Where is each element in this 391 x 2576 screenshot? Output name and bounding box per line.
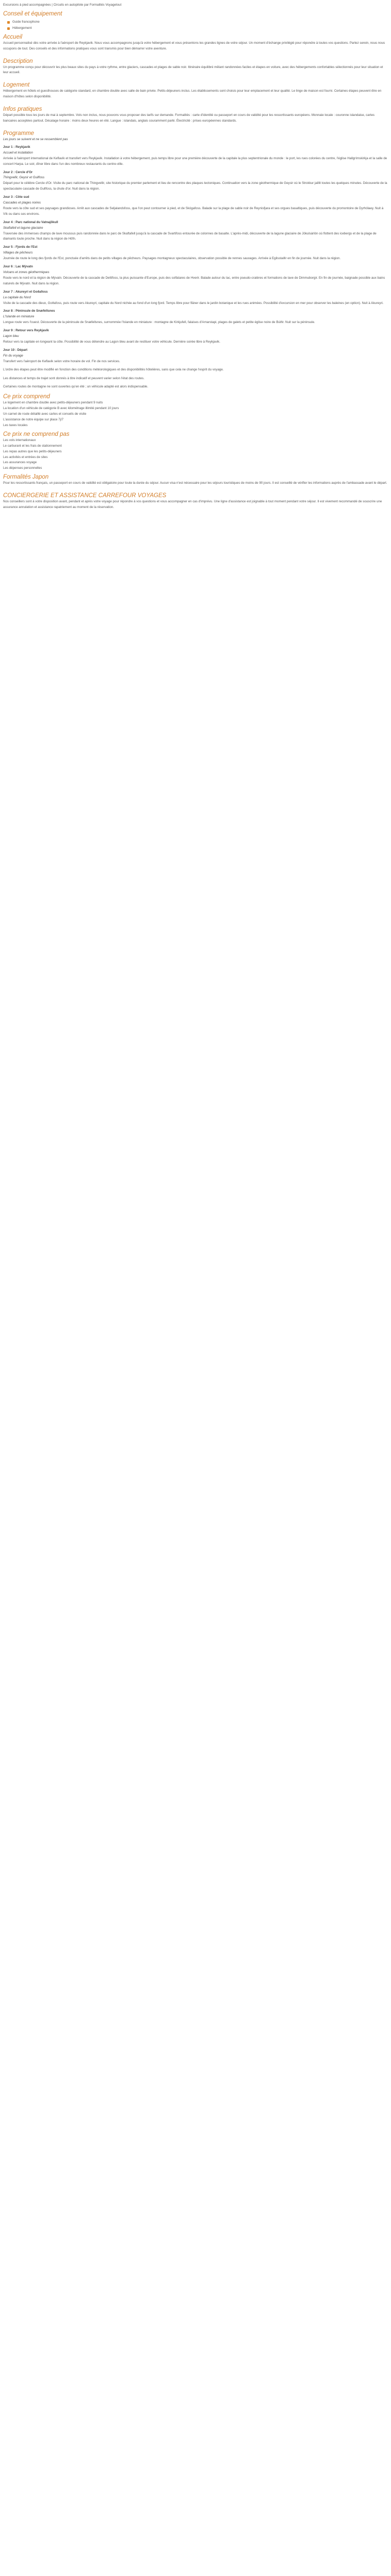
page [0,0,391,511]
exclus-item: Les assurances voyage [3,461,37,465]
day-heading: Jour 3 : Côte sud [3,195,29,199]
day-item [3,145,388,167]
day-item [3,309,388,326]
day-text: Départ pour le célèbre Cercle d'Or. Visite du parc national de Thingvellir, site historique du premier parlement et lieu de rencontre des plaques tectoniques. Continuation vers la zone géothermique de Geysir où le Strokkur jaillit toutes les quelques minutes. Découverte de la spectaculaire cascade de Gullfoss, la chute d'or. Nuit dans la région. [3,181,387,191]
inclus-item: Le logement en chambre double avec petits-déjeuners pendant 9 nuits [3,401,103,405]
day-item [3,170,388,193]
day-subheading: Cascades et plages noires [3,201,41,205]
day-heading: Jour 6 : Lac Mývatn [3,265,33,269]
checkmark-icon [7,21,10,24]
day-subheading: Volcans et zones géothermiques [3,270,50,274]
infos-text: Départ possible tous les jours de mai à septembre. Vols non inclus, nous pouvons vous proposer des tarifs sur demande. Formalités : carte d'identité ou passeport en cours de validité pour les ressortissants européens. Monnaie locale : couronne islandaise, cartes bancaires acceptées partout. Décalage horaire : moins deux heures en été. Langue : islandais, anglais couramment parlé. Électricité : prises européennes standards. [3,113,375,123]
exclus-item: Les vols internationaux [3,438,36,442]
day-subheading: L'Islande en miniature [3,315,35,319]
accueil-title: Accueil [3,33,23,40]
intro-line: Excursions à pied accompagnées | Circuits en autopilote par Formalités Voyagetout [3,3,122,7]
day-text: Journée de route le long des fjords de l'Est, ponctuée d'arrêts dans de petits villages de pêcheurs. Paysages montagneux spectaculaires, observation possible de rennes sauvages. Arrivée à Egilsstaðir en fin de journée. Nuit dans la région. [3,257,341,261]
programme-subtitle: Les jours se suivent et ne se ressemblent pas [3,137,68,141]
day-heading: Jour 5 : Fjords de l'Est [3,245,38,249]
included-title: Conseil et équipement [3,10,62,17]
logement-text: Hébergement en hôtels et guesthouses de catégorie standard, en chambre double avec salle de bain privée. Petits-déjeuners inclus. Les établissements sont choisis pour leur emplacement et leur qualité. Le linge de maison est fourni. Certaines étapes peuvent être en maison d'hôtes selon disponibilité. [3,89,382,99]
day-subheading: Skaftafell et lagune glaciaire [3,226,43,230]
exclus-item: Le carburant et les frais de stationnement [3,444,62,448]
inclus-item: L'assistance de notre équipe sur place 7j/7 [3,418,64,422]
day-item [3,290,388,307]
day-heading: Jour 9 : Retour vers Reykjavik [3,329,49,333]
day-item [3,264,388,287]
description-text: Un programme conçu pour découvrir les plus beaux sites du pays à votre rythme, entre glaciers, cascades et plages de sable noir. Itinéraire équilibré mêlant randonnées faciles et étapes en voiture, avec des hébergements confortables sélectionnés pour leur situation et leur accueil. [3,65,383,75]
exclus-title: Ce prix ne comprend pas [3,431,70,437]
exclus-item: Les repas autres que les petits-déjeuners [3,449,62,453]
logement-title: Logement [3,82,30,89]
formalites-text: Pour les ressortissants français, un passeport en cours de validité est obligatoire pour toute la durée du séjour. Aucun visa n'est nécessaire pour les séjours touristiques de moins de 90 jours. Il est conseillé de vérifier les informations auprès de l'ambassade avant le départ. [3,481,387,485]
note: L'ordre des étapes peut être modifié en fonction des conditions météorologiques et des disponibilités hôtelières, sans que cela ne change l'esprit du voyage. [3,367,224,371]
programme-days [3,145,388,365]
day-text: Longue route vers l'ouest. Découverte de la péninsule de Snæfellsnes, surnommée l'Islande en miniature : montagne de Kirkjufell, falaises d'Arnarstapi, plages de galets et petite église noire de Búðir. Nuit sur la péninsule. [3,320,315,325]
inclus-title: Ce prix comprend [3,394,50,400]
inclus-item: Un carnet de route détaillé avec cartes et conseils de visite [3,412,87,416]
exclus-item: Les dépenses personnelles [3,466,42,470]
exclus-list [3,438,388,471]
note: Les distances et temps de trajet sont donnés à titre indicatif et peuvent varier selon l'état des routes. [3,376,144,380]
day-item [3,220,388,243]
day-text: Arrivée à l'aéroport international de Keflavik et transfert vers Reykjavik. Installation à votre hébergement, puis temps libre pour une première découverte de la capitale la plus septentrionale du monde : le port, les rues colorées du centre, l'église Hallgrímskirkja et la salle de concert Harpa. Le soir, dîner libre dans l'un des nombreux restaurants du centre-ville. [3,156,387,166]
programme-notes [3,367,388,391]
day-text: Visite de la cascade des dieux, Goðafoss, puis route vers Akureyri, capitale du Nord nichée au fond d'un long fjord. Temps libre pour flâner dans le jardin botanique et les rues animées. Possibilité d'excursion en mer pour observer les baleines (en option). Nuit à Akureyri. [3,301,384,305]
day-text: Route vers la côte sud et ses paysages grandioses. Arrêt aux cascades de Seljalandsfoss, que l'on peut contourner à pied, et de Skógafoss. Balade sur la plage de sable noir de Reynisfjara et ses orgues basaltiques, puis découverte du promontoire de Dyrhólaey. Nuit à Vík ou dans ses environs. [3,206,384,216]
day-text: Transfert vers l'aéroport de Keflavik selon votre horaire de vol. Fin de nos services. [3,359,120,363]
inclus-item: La location d'un véhicule de catégorie B avec kilométrage illimité pendant 10 jours [3,406,119,411]
day-heading: Jour 10 : Départ [3,348,28,352]
day-heading: Jour 2 : Cercle d'Or [3,170,33,174]
day-heading: Jour 8 : Péninsule de Snæfellsnes [3,309,55,313]
day-subheading: Villages de pêcheurs [3,251,33,255]
inclus-list [3,400,388,429]
formalites-title: Formalités Japon [3,474,49,481]
checkmark-icon [7,27,10,30]
included-item: Guide francophone [7,20,388,25]
included-list [7,20,388,31]
day-subheading: La capitale du Nord [3,295,31,299]
day-item [3,348,388,365]
note: Certaines routes de montagne ne sont ouvertes qu'en été ; un véhicule adapté est alors indispensable. [3,385,149,389]
exclus-item: Les activités et entrées de sites [3,455,48,459]
day-item [3,328,388,345]
day-item [3,195,388,217]
day-subheading: Accueil et installation [3,150,33,155]
day-subheading: Fin du voyage [3,353,23,358]
day-heading: Jour 7 : Akureyri et Goðafoss [3,290,48,294]
inclus-item: Les taxes locales [3,423,28,427]
day-item [3,245,388,262]
day-heading: Jour 1 : Reykjavik [3,145,30,149]
day-text: Route vers le nord et la région de Mývatn. Découverte de la cascade de Dettifoss, la plus puissante d'Europe, puis des solfatares de Hverir. Balade autour du lac, entre pseudo-cratères et formations de lave de Dimmuborgir. En fin de journée, baignade possible aux bains naturels de Mývatn. Nuit dans la région. [3,276,385,285]
infos-title: Infos pratiques [3,106,42,113]
day-subheading: Thingvellir, Geysir et Gullfoss [3,176,45,180]
description-title: Description [3,58,33,64]
assurance-text: Nos conseillers sont à votre disposition avant, pendant et après votre voyage pour répondre à vos questions et vous accompagner en cas d'imprévu. Une ligne d'assistance est joignable à tout moment pendant votre séjour. Il est vivement recommandé de souscrire une assurance annulation et assistance rapatriement au moment de la réservation. [3,500,382,510]
day-subheading: Lagon bleu [3,334,19,338]
day-text: Traversée des immenses champs de lave moussus puis randonnée dans le parc de Skaftafell jusqu'à la cascade de Svartifoss entourée de colonnes de basalte. L'après-midi, découverte de la lagune glaciaire de Jökulsárlón où flottent des icebergs et de la plage de diamants toute proche. Nuit dans la région de Höfn. [3,231,377,241]
day-text: Retour vers la capitale en longeant la côte. Possibilité de vous détendre au Lagon bleu avant de restituer votre véhicule. Dernière soirée libre à Reykjavik. [3,340,220,344]
programme-title: Programme [3,130,35,137]
included-item: Hébergement [7,26,388,31]
accueil-text: Accueil personnalisé dès votre arrivée à l'aéroport de Reykjavik. Nous vous accompagnons jusqu'à votre hébergement et vous présentons les grandes lignes de votre séjour. Un moment d'échange privilégié pour répondre à toutes vos questions. Partez serein, nous nous occupons de tout. Des conseils et des informations pratiques vous sont transmis pour bien démarrer votre aventure. [3,41,385,50]
day-heading: Jour 4 : Parc national du Vatnajökull [3,220,58,224]
assurance-title: CONCIERGERIE ET ASSISTANCE CARREFOUR VOYAGES [3,493,167,499]
